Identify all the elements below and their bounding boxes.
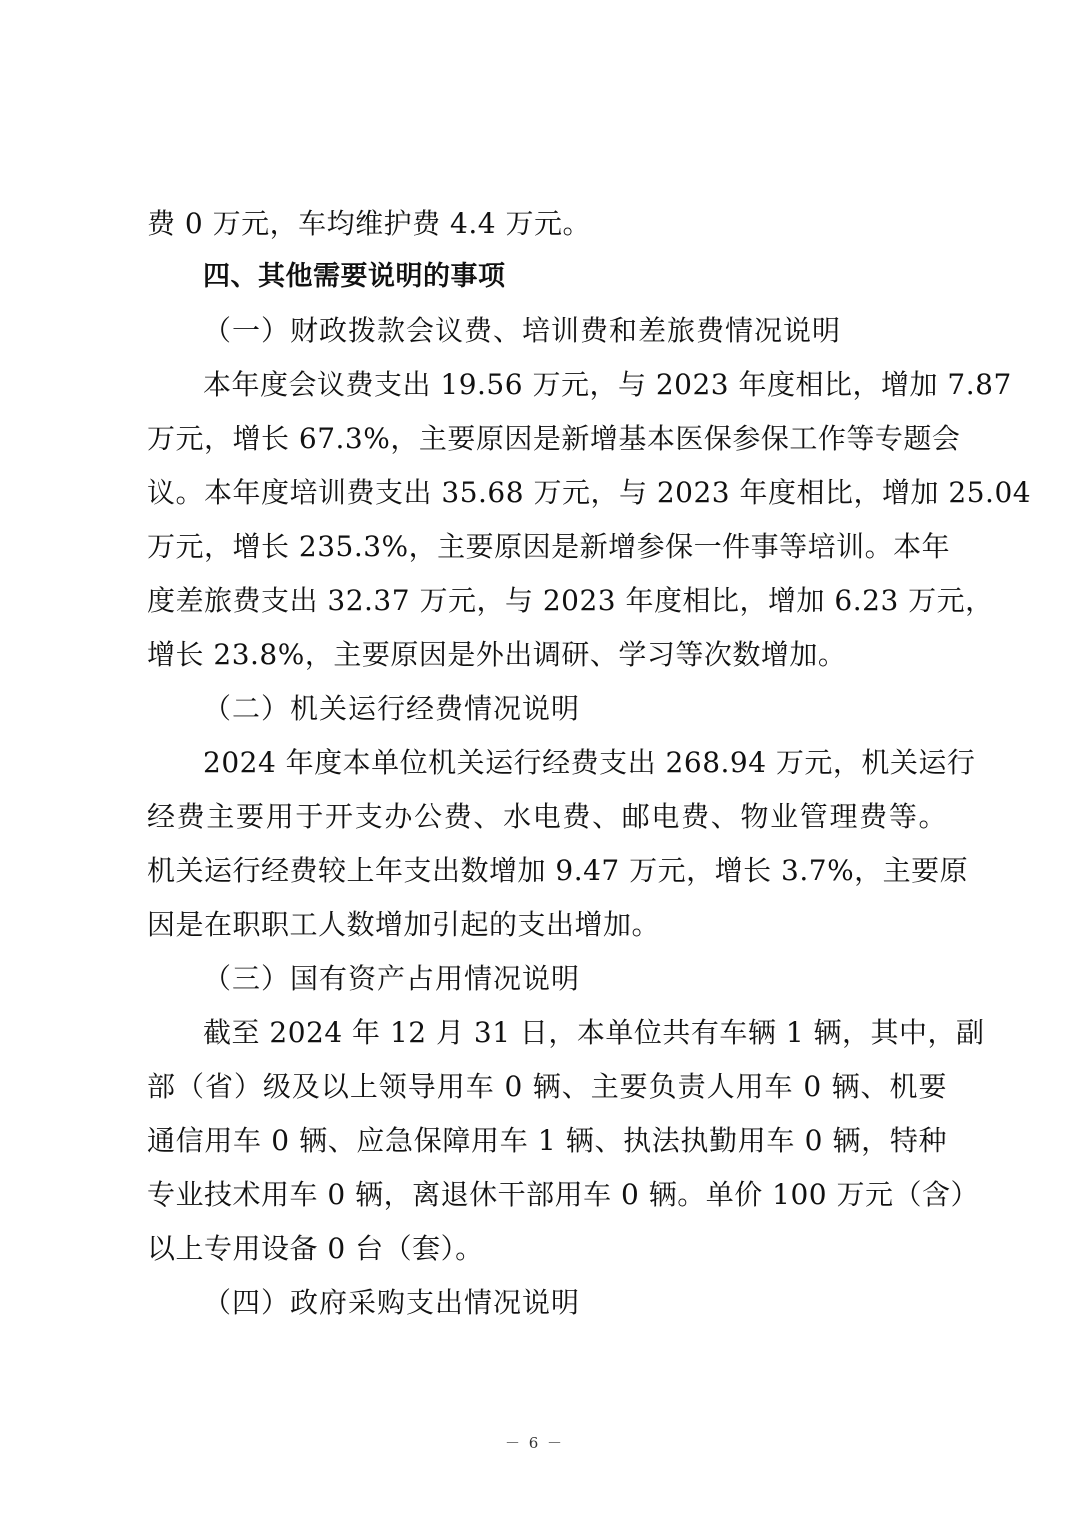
body-text-line: 议。本年度培训费支出 35.68 万元，与 2023 年度相比，增加 25.04: [147, 476, 1032, 509]
body-text-line: 机关运行经费较上年支出数增加 9.47 万元，增长 3.7%，主要原: [147, 854, 969, 887]
body-text-line: 因是在职职工人数增加引起的支出增加。: [147, 908, 661, 941]
body-text-line: 部（省）级及以上领导用车 0 辆、主要负责人用车 0 辆、机要: [147, 1070, 947, 1103]
body-text-line: 费 0 万元，车均维护费 4.4 万元。: [147, 207, 591, 240]
body-text-line: 专业技术用车 0 辆，离退休干部用车 0 辆。单价 100 万元（含）: [147, 1178, 979, 1211]
body-text-line: 2024 年度本单位机关运行经费支出 268.94 万元，机关运行: [203, 746, 976, 779]
body-text-line: 本年度会议费支出 19.56 万元，与 2023 年度相比，增加 7.87: [203, 368, 1012, 401]
subsection-heading: （三）国有资产占用情况说明: [203, 962, 581, 995]
body-text-line: 增长 23.8%，主要原因是外出调研、学习等次数增加。: [147, 638, 847, 671]
body-text-line: 万元，增长 235.3%，主要原因是新增参保一件事等培训。本年: [147, 530, 951, 563]
body-text-line: 度差旅费支出 32.37 万元，与 2023 年度相比，增加 6.23 万元，: [147, 584, 994, 617]
body-text-line: 截至 2024 年 12 月 31 日，本单位共有车辆 1 辆，其中，副: [203, 1016, 985, 1049]
subsection-heading: （四）政府采购支出情况说明: [203, 1286, 581, 1319]
body-text-line: 通信用车 0 辆、应急保障用车 1 辆、执法执勤用车 0 辆，特种: [147, 1124, 947, 1157]
subsection-heading: （一）财政拨款会议费、培训费和差旅费情况说明: [203, 314, 842, 347]
section-heading: 四、其他需要说明的事项: [203, 261, 506, 292]
body-text-line: 以上专用设备 0 台（套）。: [147, 1232, 484, 1265]
page-number: － 6 －: [504, 1434, 565, 1452]
body-text-line: 经费主要用于开支办公费、水电费、邮电费、物业管理费等。: [147, 800, 947, 833]
body-text-line: 万元，增长 67.3%，主要原因是新增基本医保参保工作等专题会: [147, 422, 961, 455]
subsection-heading: （二）机关运行经费情况说明: [203, 692, 581, 725]
